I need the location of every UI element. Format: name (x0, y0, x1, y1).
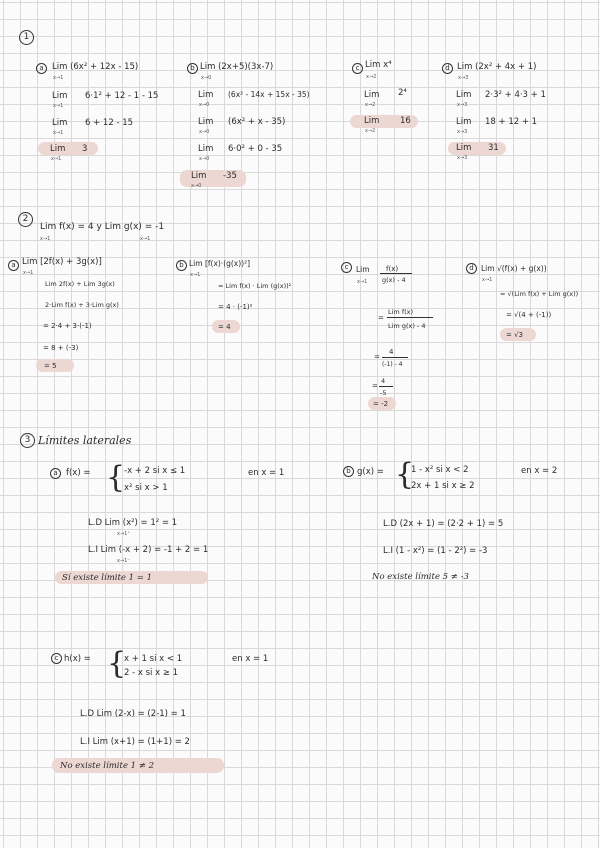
ex1d-step-2: 18 + 12 + 1 (485, 117, 538, 127)
ex3a-row-2: x² si x > 1 (124, 483, 168, 493)
ex1b-step-2: (6x² + x - 35) (228, 117, 286, 127)
ex2a-step-2: 2·Lim f(x) + 3·Lim g(x) (45, 301, 119, 309)
ex1b-heading: Lim (2x+5)(3x-7) (200, 62, 274, 72)
ex1b-lim-1: Lim (198, 90, 214, 100)
ex1a-sub-1: x→1 (53, 103, 64, 109)
ex2-item-b-label: b (176, 260, 187, 271)
ex2b-result: = 4 (218, 323, 231, 331)
ex1b-lim-2: Lim (198, 117, 214, 127)
ex2c-numerator: f(x) (386, 265, 399, 273)
ex1a-lim-2: Lim (52, 118, 68, 128)
ex1d-sub-2: x→3 (457, 129, 468, 135)
ex1a-sub-2: x→1 (53, 130, 64, 136)
ex2-given-sub-2: x→1 (140, 236, 151, 242)
ex3a-li-sub: x→1⁻ (117, 558, 130, 564)
ex2c-heading: Lim (356, 265, 370, 274)
ex3c-li: L.I Lim (x+1) = (1+1) = 2 (80, 737, 190, 747)
ex3a-ld: L.D Lim (x²) = 1² = 1 (88, 518, 178, 528)
ex3-item-b-label: b (343, 466, 354, 477)
ex2c-limit-sub: x→1 (357, 279, 368, 285)
ex1a-step-2: 6 + 12 - 15 (85, 118, 134, 128)
ex3b-li: L.I (1 - x²) = (1 - 2²) = -3 (383, 546, 488, 556)
ex3c-row-2: 2 - x si x ≥ 1 (124, 668, 179, 678)
ex2a-step-4: = 8 + (-3) (43, 344, 79, 352)
ex1a-lim-3: Lim (50, 144, 66, 154)
ex2c-s1-num: Lim f(x) (388, 308, 414, 316)
ex2c-s2-bar (382, 357, 408, 358)
ex3-item-a-label: a (50, 468, 61, 479)
ex2b-step-1: = Lim f(x) · Lim (g(x))² (218, 282, 292, 290)
ex2a-result: = 5 (44, 362, 57, 370)
ex2c-eq-2: = (374, 353, 380, 361)
ex2a-limit-sub: x→1 (23, 270, 34, 276)
ex3c-brace: { (107, 646, 127, 681)
ex2b-limit-sub: x→1 (190, 272, 201, 278)
ex2b-heading: Lim [f(x)·(g(x))²] (189, 259, 251, 268)
ex1a-lim-1: Lim (52, 91, 68, 101)
ex2d-heading: Lim √(f(x) + g(x)) (481, 264, 547, 273)
item-c-label: c (352, 63, 363, 74)
ex1b-sub-2: x→0 (199, 129, 210, 135)
ex3b-row-1: 1 - x² si x < 2 (411, 465, 469, 475)
item-a-label: a (36, 63, 47, 74)
ex1c-limit-sub: x→2 (366, 74, 377, 80)
ex1d-lim-3: Lim (456, 143, 472, 153)
ex2a-step-3: = 2·4 + 3·(-1) (43, 322, 92, 330)
ex2c-s2-num: 4 (389, 348, 394, 356)
ex3a-li: L.I Lim (-x + 2) = -1 + 2 = 1 (88, 545, 209, 555)
ex2c-s1-den: Lim g(x) - 4 (388, 322, 426, 330)
ex1b-lim-3: Lim (198, 144, 214, 154)
ex2b-step-2: = 4 · (-1)² (218, 303, 253, 311)
ex1b-result: -35 (223, 171, 237, 181)
ex2-item-a-label: a (8, 260, 19, 271)
ex1b-step-3: 6·0² + 0 - 35 (228, 144, 283, 154)
ex1d-limit-sub: x→3 (458, 75, 469, 81)
ex1a-result-highlight (38, 142, 98, 155)
ex3b-row-2: 2x + 1 si x ≥ 2 (411, 481, 475, 491)
ex2d-limit-sub: x→1 (482, 277, 493, 283)
ex3c-fname: h(x) = (64, 654, 91, 664)
ex1a-limit-sub: x→1 (53, 75, 64, 81)
ex2c-denominator: g(x) - 4 (382, 276, 406, 284)
ex2c-s3-num: 4 (381, 377, 386, 385)
ex2-given: Lim f(x) = 4 y Lim g(x) = -1 (40, 222, 165, 232)
item-d-label: d (442, 63, 453, 74)
ex1b-step-1: (6x² - 14x + 15x - 35) (228, 90, 310, 99)
ex2-given-sub-1: x→1 (40, 236, 51, 242)
ex2c-eq-3: = (372, 382, 378, 390)
ex3b-fname: g(x) = (357, 467, 384, 477)
ex2d-step-1: = √(Lim f(x) + Lim g(x)) (500, 290, 579, 298)
ex3a-at: en x = 1 (248, 468, 285, 478)
ex2c-s3-den: -5 (380, 389, 387, 397)
ex3c-row-1: x + 1 si x < 1 (124, 654, 183, 664)
ex3a-brace: { (106, 460, 126, 495)
ex2c-eq-1: = (378, 314, 384, 322)
exercise-2-number: 2 (18, 212, 33, 227)
ex1b-sub-1: x→0 (199, 102, 210, 108)
ex1c-step-1: 2⁴ (398, 88, 407, 98)
ex3a-ld-sub: x→1⁺ (117, 531, 130, 537)
ex1d-heading: Lim (2x² + 4x + 1) (457, 62, 537, 72)
ex3c-result: No existe límite 1 ≠ 2 (60, 761, 155, 771)
ex1d-sub-1: x→3 (457, 102, 468, 108)
ex2c-s3-bar (379, 386, 393, 387)
ex2a-heading: Lim [2f(x) + 3g(x)] (22, 257, 102, 267)
ex3a-result: Sí existe límite 1 = 1 (62, 573, 153, 583)
ex1c-sub-2: x→2 (365, 128, 376, 134)
ex1c-result: 16 (400, 116, 411, 126)
exercise-1-number: 1 (19, 30, 34, 45)
ex1b-sub-4: x→0 (191, 183, 202, 189)
ex3c-ld: L.D Lim (2-x) = (2-1) = 1 (80, 709, 186, 719)
ex2-item-c-label: c (341, 262, 352, 273)
ex1c-sub-1: x→2 (365, 102, 376, 108)
ex1d-lim-1: Lim (456, 90, 472, 100)
ex1b-lim-4: Lim (191, 171, 207, 181)
ex1a-result: 3 (82, 144, 88, 154)
ex2c-result: = -2 (373, 400, 389, 408)
ex1b-limit-sub: x→0 (201, 75, 212, 81)
ex3-item-c-label: c (51, 653, 62, 664)
ex1b-sub-3: x→0 (199, 156, 210, 162)
ex1d-sub-3: x→3 (457, 155, 468, 161)
item-b-label: b (187, 63, 198, 74)
ex1a-step-1: 6·1² + 12 - 1 - 15 (85, 91, 159, 101)
ex3b-result: No existe límite 5 ≠ -3 (372, 572, 469, 582)
ex2a-step-1: Lim 2f(x) + Lim 3g(x) (45, 280, 115, 288)
ex3c-at: en x = 1 (232, 654, 269, 664)
ex3b-at: en x = 2 (521, 466, 558, 476)
ex1c-lim-1: Lim (364, 90, 380, 100)
ex3b-ld: L.D (2x + 1) = (2·2 + 1) = 5 (383, 519, 504, 529)
ex2-item-d-label: d (466, 263, 477, 274)
ex2c-s1-bar (387, 317, 433, 318)
ex3-title: Límites laterales (38, 434, 132, 447)
ex2c-s2-den: (-1) - 4 (382, 361, 403, 368)
ex1a-sub-3: x→1 (51, 156, 62, 162)
ex3a-row-1: -x + 2 si x ≤ 1 (124, 466, 186, 476)
exercise-3-number: 3 (20, 433, 35, 448)
ex2d-step-2: = √(4 + (-1)) (506, 311, 552, 319)
ex2d-result: = √3 (506, 331, 524, 339)
ex1a-heading: Lim (6x² + 12x - 15) (52, 62, 139, 72)
ex1c-lim-2: Lim (364, 116, 380, 126)
ex1d-result: 31 (488, 143, 499, 153)
ex3a-fname: f(x) = (66, 468, 91, 478)
ex1d-lim-2: Lim (456, 117, 472, 127)
ex2c-fraction-bar (380, 273, 412, 274)
ex3b-brace: { (395, 457, 415, 492)
ex1d-step-1: 2·3² + 4·3 + 1 (485, 90, 546, 100)
ex1c-heading: Lim x⁴ (365, 60, 392, 70)
